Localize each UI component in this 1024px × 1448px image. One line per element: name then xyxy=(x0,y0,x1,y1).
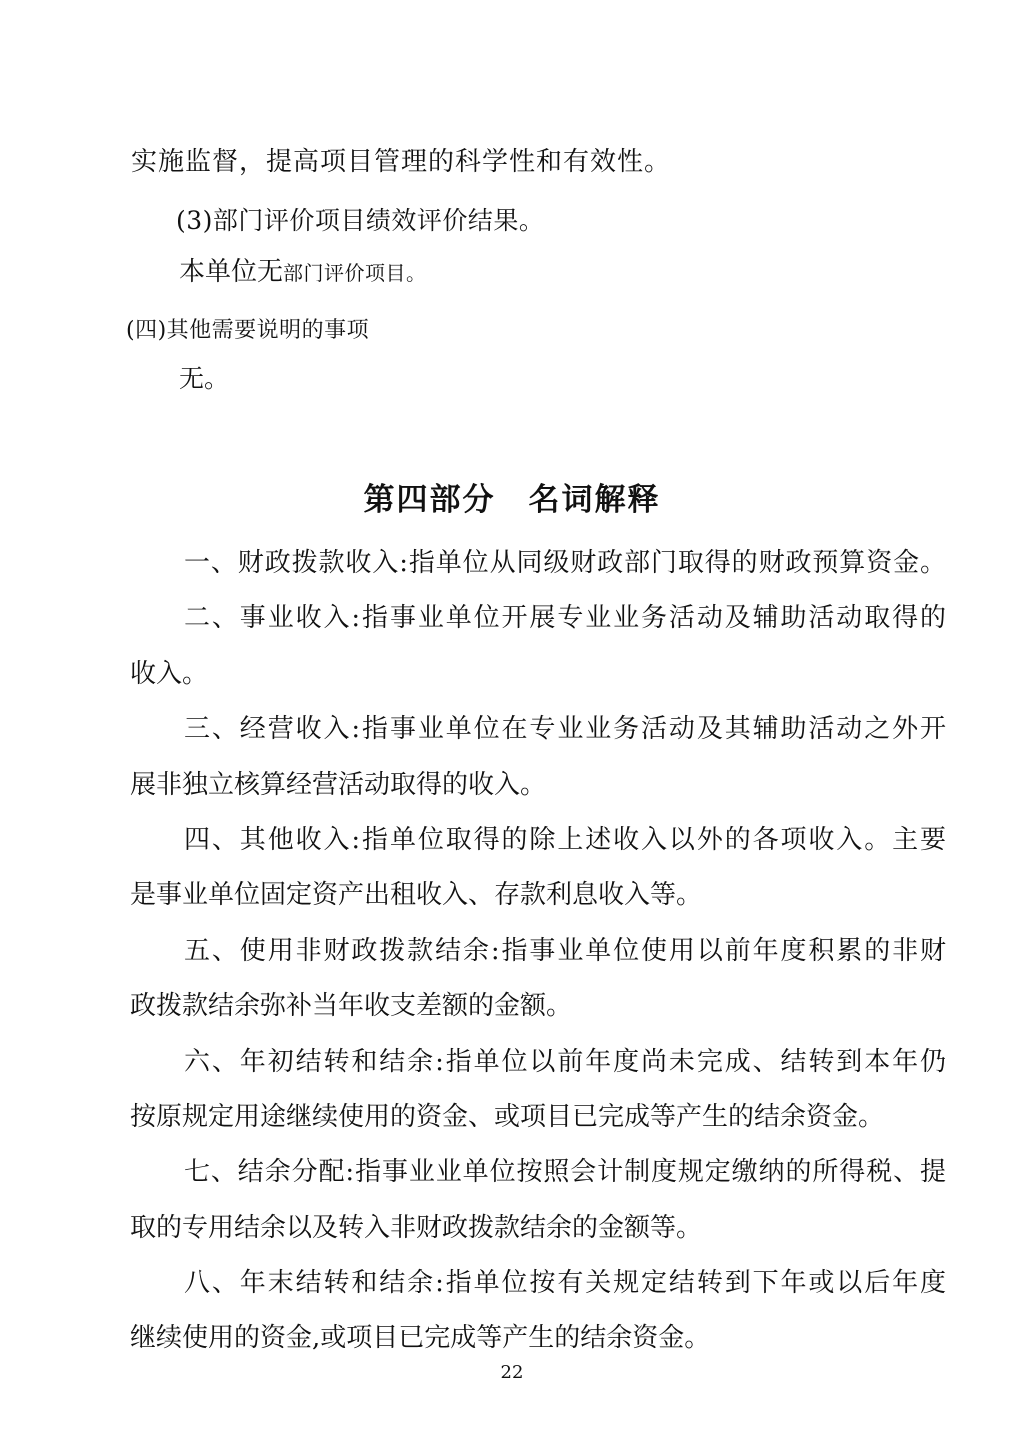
intro-line-none: 无。 xyxy=(179,364,230,393)
intro-line-supervision: 实施监督，提高项目管理的科学性和有效性。 xyxy=(131,147,672,177)
definition-4-line-2: 是事业单位固定资产出租收入、存款利息收入等。 xyxy=(130,880,703,911)
definition-2-line-2: 收入。 xyxy=(130,658,209,689)
definition-6-line-1: 六、年初结转和结余:指单位以前年度尚未完成、结转到本年仍 xyxy=(184,1046,946,1077)
definition-2-line-1: 二、事业收入:指事业单位开展专业业务活动及辅助活动取得的 xyxy=(184,603,946,634)
intro-line-item3: (3)部门评价项目绩效评价结果。 xyxy=(176,206,545,235)
intro-line-other-matters: (四)其他需要说明的事项 xyxy=(126,318,370,343)
definition-8-line-2: 继续使用的资金,或项目已完成等产生的结余资金。 xyxy=(130,1323,711,1354)
definition-5-line-2: 政拨款结余弥补当年收支差额的金额。 xyxy=(130,991,573,1022)
definition-3-line-2: 展非独立核算经营活动取得的收入。 xyxy=(130,769,547,800)
intro-line-no-dept-projects-sub: 部门评价项目。 xyxy=(283,261,427,285)
definitions-block xyxy=(130,536,946,1367)
definition-8-line-1: 八、年末结转和结余:指单位按有关规定结转到下年或以后年度 xyxy=(184,1268,946,1299)
intro-line-no-dept-projects xyxy=(179,251,427,288)
definition-5-line-1: 五、使用非财政拨款结余:指事业单位使用以前年度积累的非财 xyxy=(184,935,946,966)
definition-4-line-1: 四、其他收入:指单位取得的除上述收入以外的各项收入。主要 xyxy=(184,824,946,855)
section-title: 第四部分 名词解释 xyxy=(363,482,661,518)
definition-1-line-1: 一、财政拨款收入:指单位从同级财政部门取得的财政预算资金。 xyxy=(184,548,946,578)
definition-3-line-1: 三、经营收入:指事业单位在专业业务活动及其辅助活动之外开 xyxy=(184,714,946,745)
intro-line-no-dept-projects-main: 本单位无 xyxy=(179,257,284,287)
definition-7-line-1: 七、结余分配:指事业业单位按照会计制度规定缴纳的所得税、提 xyxy=(184,1157,946,1188)
definition-7-line-2: 取的专用结余以及转入非财政拨款结余的金额等。 xyxy=(130,1212,703,1243)
definition-6-line-2: 按原规定用途继续使用的资金、或项目已完成等产生的结余资金。 xyxy=(130,1101,885,1132)
page-number: 22 xyxy=(500,1362,524,1383)
